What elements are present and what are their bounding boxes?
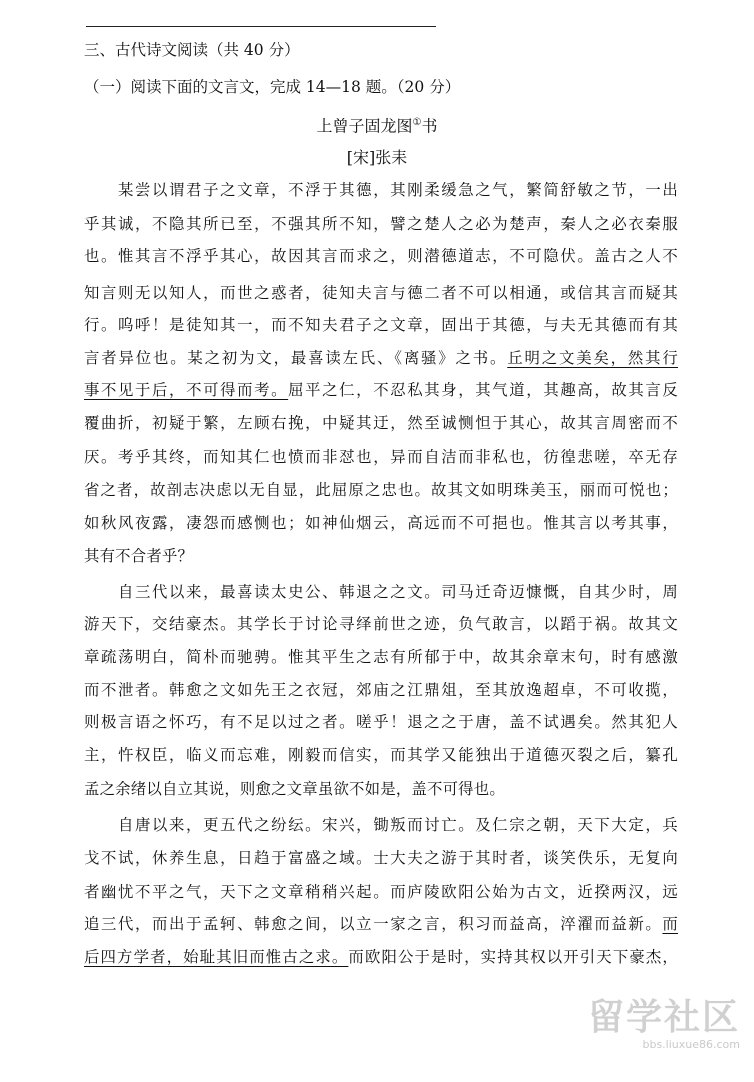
text-fragment: 其诚，不隐其所已至，不强其所不知，譬之楚人之必为楚声，秦人之必衣秦服	[101, 215, 678, 233]
underlined-sentence: 丘明之文美矣，然其行	[507, 349, 678, 367]
text-line: 游天下，交结豪杰。其学长于讨论寻绎前世之迹，负气敢言，以蹈于祸。故其文	[84, 615, 678, 633]
watermark-logo	[588, 998, 740, 1052]
text-fragment: 而欧阳公于是时，实持其权以开引天下豪杰，	[348, 948, 678, 966]
text-line	[84, 214, 678, 234]
text-line: 自三代以来，最喜读太史公、韩退之之文。司马迁奇迈慷慨，自其少时，周	[118, 583, 678, 601]
article-title	[0, 113, 754, 136]
text-line: 厌。考乎其终，而知其仁也愤而非怼也，异而自洁而非私也，彷徨悲嗟，卒无存	[84, 448, 678, 466]
text-fragment: 追三代，而出于孟轲、韩愈之间，以立一家之言，积习而益高，淬濯而益新。	[84, 915, 663, 933]
text-line	[84, 246, 678, 266]
article-title-suffix: 书	[421, 116, 438, 136]
text-line: 章疏荡明白，简朴而驰骋。惟其平生之志有所郁于中，故其余章末句，时有感激	[84, 648, 678, 666]
emphasis-char: 也	[84, 247, 102, 265]
section-heading: 三、古代诗文阅读（共 40 分）	[84, 41, 300, 59]
text-fragment: 。惟其言不浮乎其心，故因其言而求之，则潜德道志，不可隐伏。盖古之人不	[101, 247, 678, 265]
text-line: 其有不合者乎？	[84, 547, 194, 565]
text-line: 孟之余绪以自立其说，则愈之文章虽欲不如是，盖不可得也。	[84, 780, 505, 798]
text-line: 省之者，故剖志决虑以无自显，此屈原之忠也。故其文如明珠美玉，丽而可悦也；	[84, 481, 678, 499]
text-line	[84, 947, 678, 967]
text-line: 覆曲折，初疑于繁，左顾右挽，中疑其迂，然至诚恻怛于其心，故其言周密而不	[84, 414, 678, 432]
underlined-sentence: 后四方学者，始耻其旧而惟古之求。	[84, 948, 349, 966]
text-line: 行。呜呼！是徒知其一，而不知夫君子之文章，固出于其德，与夫无其德而有其	[84, 316, 678, 334]
text-line	[84, 380, 678, 400]
text-fragment: 屈平之仁，不忍私其身，其气道，其趣高，故其言反	[288, 381, 678, 399]
underlined-sentence: 事不见于后，不可得而考。	[84, 381, 289, 399]
watermark-url: bbs.liuxue86.com	[642, 1038, 740, 1051]
text-line: 自唐以来，更五代之纷纭。宋兴，锄叛而讨亡。及仁宗之朝，天下大定，兵	[118, 816, 678, 834]
text-line: 主，忤权臣，临义而忘难，刚毅而信实，而其学又能独出于道德灭裂之后，纂孔	[84, 746, 678, 764]
article-author: [宋]张耒	[346, 148, 408, 167]
text-line: 戈不试，休养生息，日趋于富盛之域。士大夫之游于其时者，谈笑佚乐，无复向	[84, 849, 678, 867]
article-title-note: ①	[412, 117, 422, 128]
text-line: 者幽忧不平之气，天下之文章稍稍兴起。而庐陵欧阳公始为古文，近揆两汉，远	[84, 883, 678, 901]
article-title-text: 上曾子固龙图	[316, 116, 413, 136]
sub-heading: （一）阅读下面的文言文，完成 14—18 题。（20 分）	[84, 78, 461, 96]
text-line: 知言则无以知人，而世之惑者，徒知夫言与德二者不可以相通，或信其言而疑其	[84, 284, 678, 302]
text-line: 如秋风夜露，凄怨而感恻也；如神仙烟云，高远而不可挹也。惟其言以考其事，	[84, 514, 678, 532]
text-line: 而不泄者。韩愈之文如先王之衣冠，郊庙之江鼎俎，至其放逸超卓，不可收揽，	[84, 681, 678, 699]
watermark-text: 留学社区	[587, 997, 740, 1038]
text-line	[84, 348, 678, 368]
text-fragment: 言者异位也。某之初为文，最喜读左氏、《离骚》之书。	[84, 349, 508, 367]
text-line: 某尝以谓君子之文章，不浮于其德，其刚柔缓急之气，繁简舒敏之节，一出	[118, 181, 678, 199]
underlined-sentence: 而	[662, 915, 678, 933]
text-line	[84, 914, 678, 934]
text-line: 则极言语之怀巧，有不足以过之者。嗟乎！退之之于唐，盖不试遇矣。然其犯人	[84, 713, 678, 731]
top-rule	[86, 26, 436, 27]
emphasis-char: 乎	[84, 215, 102, 233]
